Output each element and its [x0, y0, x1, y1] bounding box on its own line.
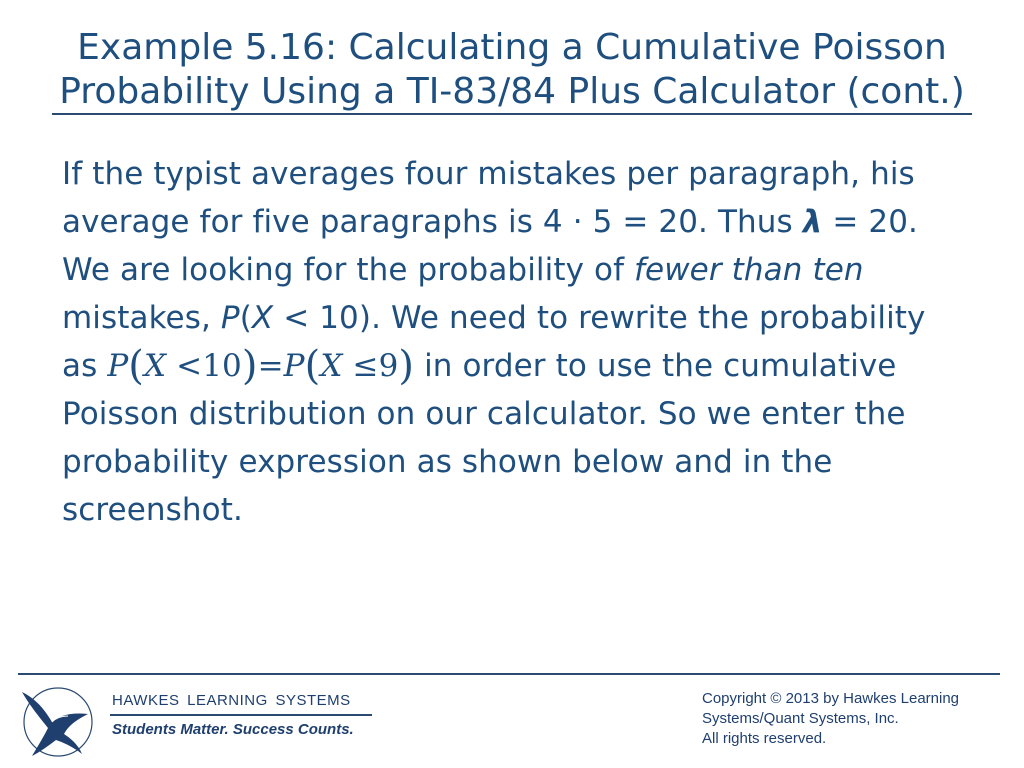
slide-title-line-2: Probability Using a TI-83/84 Plus Calculator (cont.) [59, 71, 965, 112]
math-less-than: < [176, 348, 203, 384]
copyright-line-2: Systems/Quant Systems, Inc. [702, 710, 899, 727]
title-divider [52, 113, 972, 115]
brand-name: HAWKES LEARNING SYSTEMS [112, 692, 351, 709]
body-line-2 [62, 198, 962, 246]
math-open-1: ( [128, 343, 144, 389]
body-line-5-end: in order to use the cumulative [414, 348, 897, 384]
body-line-5 [62, 342, 962, 390]
body-line-3-text: We are looking for the probability of [62, 252, 635, 288]
math-P2: P [283, 348, 305, 384]
prob-open-paren: ( [239, 300, 252, 336]
math-close-2: ) [398, 343, 415, 389]
math-equals: = [257, 348, 284, 384]
body-line-5-text: as [62, 348, 108, 384]
body-line-4-text: mistakes, [62, 300, 221, 336]
emphasis-fewer-than-ten: fewer than ten [634, 252, 864, 288]
body-line-6: Poisson distribution on our calculator. So we enter the [62, 396, 906, 432]
math-P1: P [107, 348, 129, 384]
prob-X: X [251, 300, 274, 336]
brand-tagline: Students Matter. Success Counts. [112, 721, 354, 738]
math-X2: X [320, 348, 343, 384]
hawk-logo-icon [18, 682, 98, 760]
body-line-2-end: = 20. [822, 204, 919, 240]
body-line-4-end: < 10). We need to rewrite the probability [273, 300, 926, 336]
body-line-4 [62, 294, 962, 342]
body-line-2-text: average for five paragraphs is 4 · 5 = 20. Thus [62, 204, 803, 240]
copyright-line-1: Copyright © 2013 by Hawkes Learning [702, 690, 960, 707]
math-X1: X [144, 348, 167, 384]
lambda-symbol: λ [802, 204, 823, 240]
body-line-7: probability expression as shown below and in the [62, 444, 833, 480]
slide-title-line-1: Example 5.16: Calculating a Cumulative Poisson [77, 27, 947, 68]
math-close-1: ) [241, 343, 258, 389]
slide-title [40, 26, 984, 114]
slide-body [62, 150, 962, 534]
copyright-line-3: All rights reserved. [702, 730, 827, 747]
body-line-8: screenshot. [62, 492, 243, 528]
math-ten: 10 [202, 348, 242, 384]
math-less-equal: ≤ [352, 348, 379, 384]
body-line-3 [62, 246, 962, 294]
copyright-notice [702, 689, 959, 749]
brand-underline [110, 714, 372, 716]
math-nine: 9 [378, 348, 399, 384]
math-expression [107, 343, 415, 389]
math-open-2: ( [304, 343, 321, 389]
body-line-1: If the typist averages four mistakes per paragraph, his [62, 156, 915, 192]
footer-divider [18, 673, 1000, 675]
prob-P: P [220, 300, 240, 336]
